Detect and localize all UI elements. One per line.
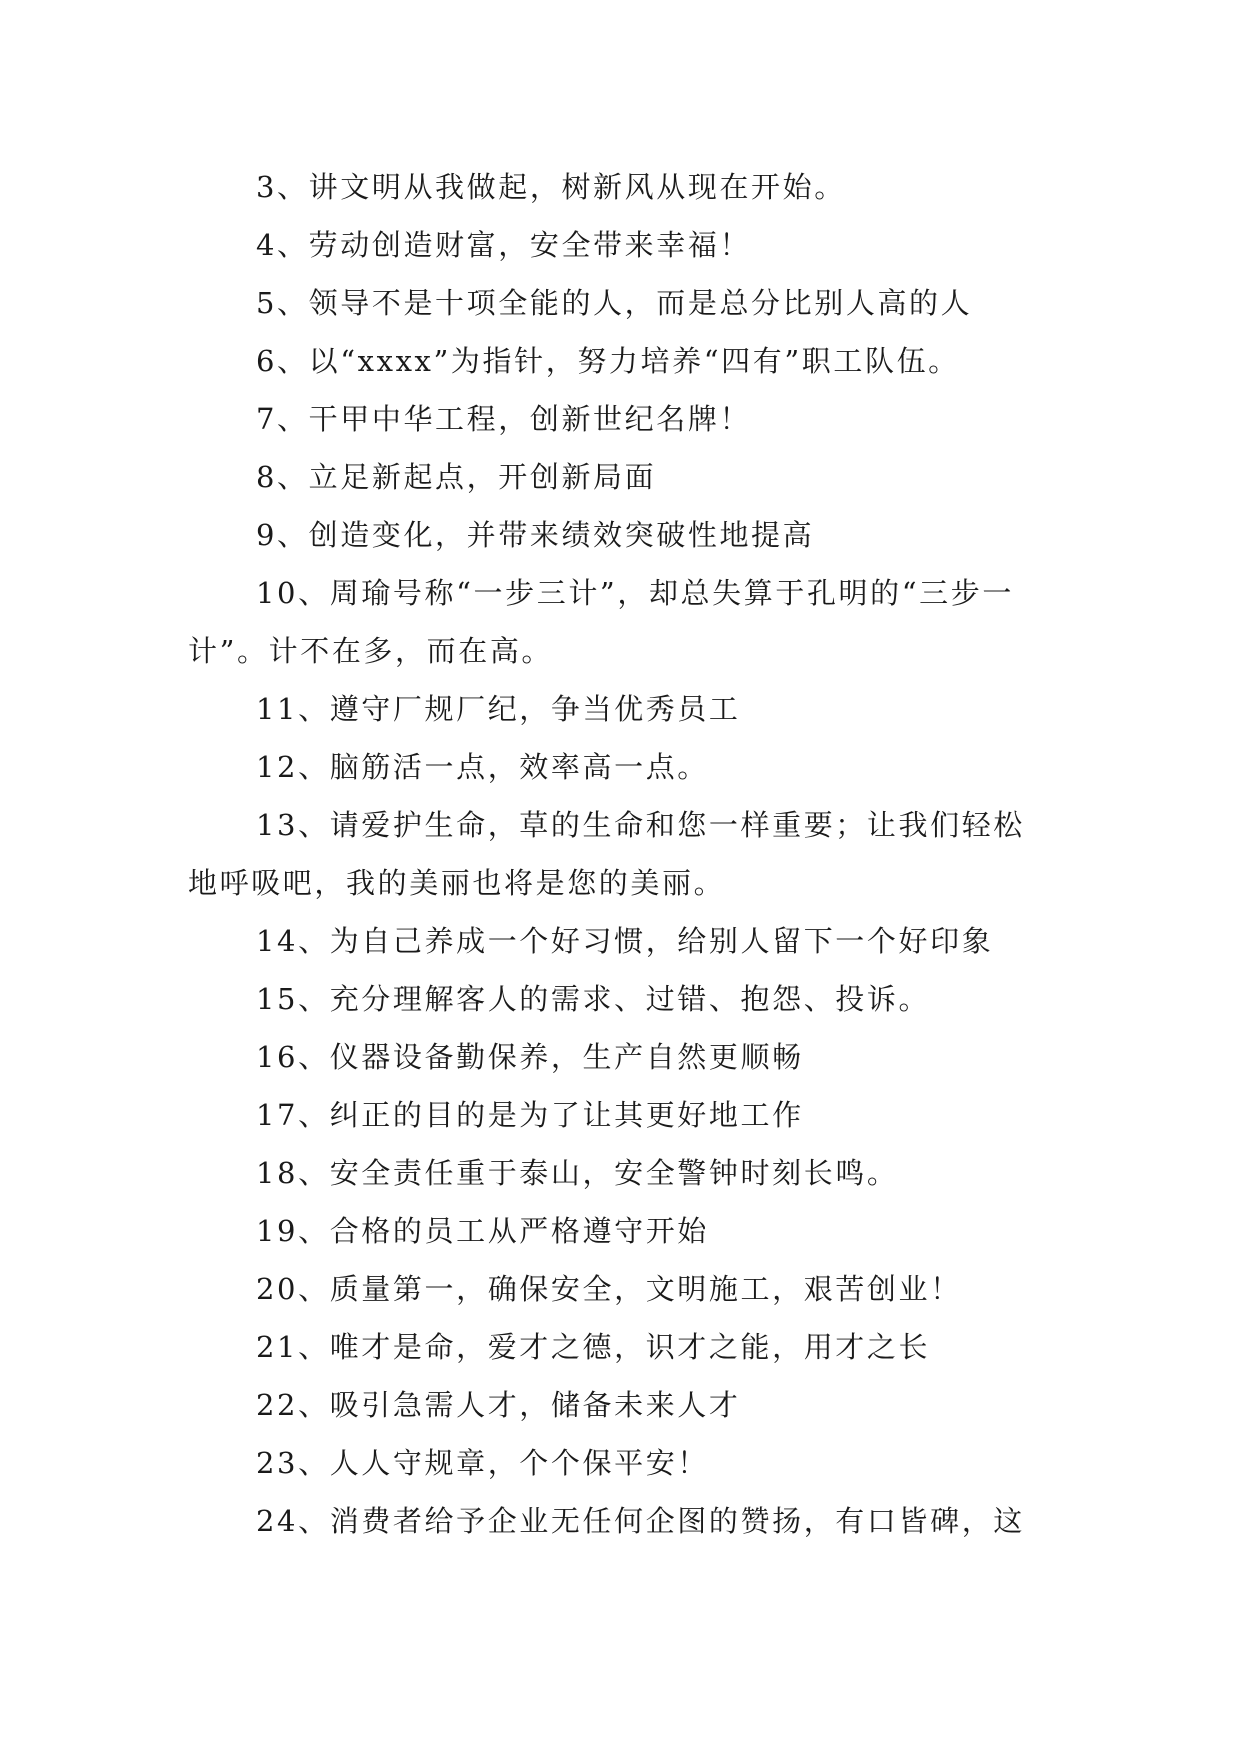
paragraph-7: 7、干甲中华工程，创新世纪名牌！: [256, 402, 752, 436]
paragraph-6: 6、以“xxxx”为指针，努力培养“四有”职工队伍。: [256, 344, 960, 378]
paragraph-22: 22、吸引急需人才，储备未来人才: [256, 1388, 741, 1422]
document-body: [188, 158, 1048, 1550]
paragraph-21: 21、唯才是命，爱才之德，识才之能，用才之长: [256, 1330, 931, 1364]
paragraph-16: 16、仪器设备勤保养，生产自然更顺畅: [256, 1040, 804, 1074]
paragraph-19: 19、合格的员工从严格遵守开始: [256, 1214, 709, 1248]
paragraph-12: 12、脑筋活一点，效率高一点。: [256, 750, 709, 784]
paragraph-24: 24、消费者给予企业无任何企图的赞扬，有口皆碑，这: [256, 1504, 1025, 1538]
paragraph-8: 8、立足新起点，开创新局面: [256, 460, 657, 494]
paragraph-5: 5、领导不是十项全能的人，而是总分比别人高的人: [256, 286, 973, 320]
paragraph-4: 4、劳动创造财富，安全带来幸福！: [256, 228, 752, 262]
paragraph-20: 20、质量第一，确保安全，文明施工，艰苦创业！: [256, 1272, 962, 1306]
paragraph-11: 11、遵守厂规厂纪，争当优秀员工: [256, 692, 741, 726]
paragraph-13: 13、请爱护生命，草的生命和您一样重要；让我们轻松地呼吸吧，我的美丽也将是您的美丽。: [188, 808, 1025, 900]
paragraph-17: 17、纠正的目的是为了让其更好地工作: [256, 1098, 804, 1132]
paragraph-3: 3、讲文明从我做起，树新风从现在开始。: [256, 170, 846, 204]
paragraph-18: 18、安全责任重于泰山，安全警钟时刻长鸣。: [256, 1156, 899, 1190]
paragraph-15: 15、充分理解客人的需求、过错、抱怨、投诉。: [256, 982, 931, 1016]
paragraph-10: 10、周瑜号称“一步三计”，却总失算于孔明的“三步一计”。计不在多，而在高。: [188, 576, 1014, 668]
paragraph-9: 9、创造变化，并带来绩效突破性地提高: [256, 518, 815, 552]
paragraph-23: 23、人人守规章，个个保平安！: [256, 1446, 709, 1480]
paragraph-14: 14、为自己养成一个好习惯，给别人留下一个好印象: [256, 924, 994, 958]
